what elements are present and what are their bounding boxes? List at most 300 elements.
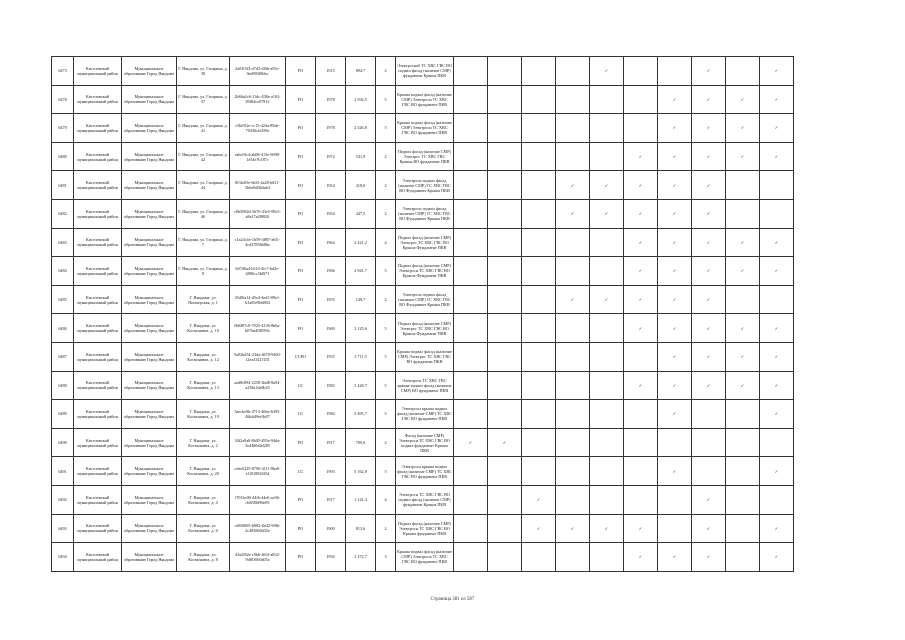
row-number: 6480 [52, 142, 74, 171]
floors-cell: 2 [376, 514, 396, 543]
fund-type-cell: FO [286, 228, 316, 257]
area-cell: 418,6 [346, 171, 376, 200]
year-cell: 1900 [316, 514, 346, 543]
check-mark-icon: ✓ [692, 485, 726, 514]
check-mark-icon: ✓ [692, 57, 726, 86]
empty-cell [522, 342, 556, 371]
works-cell: Подвал фасад (наличие СМР) Электросн ТС ХВС ГВС ВО Крыша фундамент ПКВ [396, 514, 454, 543]
empty-cell [590, 428, 624, 457]
floors-cell: 5 [376, 400, 396, 429]
year-cell: 1969 [316, 314, 346, 343]
empty-cell [488, 285, 522, 314]
check-mark-icon: ✓ [658, 142, 692, 171]
check-mark-icon: ✓ [692, 342, 726, 371]
area-cell: 894,7 [346, 57, 376, 86]
district-cell: Киселевский муниципальный район [74, 514, 122, 543]
owner-cell: Муниципальное образование Город Няндома [122, 285, 177, 314]
empty-cell [522, 371, 556, 400]
fund-type-cell: FO [286, 142, 316, 171]
table-body [52, 57, 794, 572]
check-mark-icon: ✓ [590, 514, 624, 543]
empty-cell [760, 428, 794, 457]
check-mark-icon: ✓ [658, 285, 692, 314]
table-row [52, 285, 794, 314]
area-cell: 5 495,7 [346, 400, 376, 429]
check-mark-icon: ✓ [624, 543, 658, 572]
empty-cell [454, 285, 488, 314]
check-mark-icon: ✓ [726, 114, 760, 143]
fund-type-cell: FO [286, 57, 316, 86]
empty-cell [658, 485, 692, 514]
empty-cell [454, 342, 488, 371]
floors-cell: 2 [376, 285, 396, 314]
floors-cell: 5 [376, 371, 396, 400]
check-mark-icon: ✓ [658, 114, 692, 143]
row-number: 6483 [52, 228, 74, 257]
empty-cell [556, 485, 590, 514]
works-cell: Электроснаб ТС ХВС ГВС ВО подвал фасад (наличие СМР) фундамент Крыша ПКВ [396, 57, 454, 86]
check-mark-icon: ✓ [624, 285, 658, 314]
row-number: 6487 [52, 342, 74, 371]
empty-cell [590, 342, 624, 371]
check-mark-icon: ✓ [760, 371, 794, 400]
check-mark-icon: ✓ [760, 142, 794, 171]
check-mark-icon: ✓ [760, 457, 794, 486]
district-cell: Киселевский муниципальный район [74, 114, 122, 143]
empty-cell [522, 400, 556, 429]
empty-cell [454, 543, 488, 572]
empty-cell [726, 428, 760, 457]
empty-cell [522, 171, 556, 200]
check-mark-icon: ✓ [726, 142, 760, 171]
district-cell: Киселевский муниципальный район [74, 400, 122, 429]
row-number: 6473 [52, 57, 74, 86]
table-row [52, 57, 794, 86]
owner-cell: Муниципальное образование Город Няндома [122, 114, 177, 143]
check-mark-icon: ✓ [658, 314, 692, 343]
empty-cell [454, 485, 488, 514]
check-mark-icon: ✓ [658, 342, 692, 371]
empty-cell [590, 228, 624, 257]
area-cell: 709,6 [346, 428, 376, 457]
address-cell: Г. Няндома, ул. Пионерская, д. 1 [177, 285, 230, 314]
empty-cell [590, 85, 624, 114]
works-cell: Фасад (наличие СМР) Электросн ТС ХВС ГВС ВО подвал фундамент Крыша ПКВ [396, 428, 454, 457]
empty-cell [454, 457, 488, 486]
year-cell: 1917 [316, 485, 346, 514]
area-cell: 5 428,7 [346, 371, 376, 400]
works-cell: Электросн ТС ХВС ГВС крыша подвал фасад (наличие СМР) ВО фундамент ПКВ [396, 371, 454, 400]
guid-cell: f701bc00-44fb-44e6-ac06-cb8386f96e09 [230, 485, 286, 514]
owner-cell: Муниципальное образование Город Няндома [122, 314, 177, 343]
fund-type-cell: FO [286, 314, 316, 343]
row-number: 6490 [52, 428, 74, 457]
empty-cell [726, 199, 760, 228]
empty-cell [454, 199, 488, 228]
area-cell: 447,5 [346, 199, 376, 228]
works-cell: Подвал фасад (наличие СМР) Электрос ТС ХВС ГВС Крыша ВО фундамент ПКВ [396, 142, 454, 171]
check-mark-icon: ✓ [624, 257, 658, 286]
guid-cell: aad8e894-2258-4bd8-8a94-a238a1da9b25 [230, 371, 286, 400]
check-mark-icon: ✓ [760, 543, 794, 572]
year-cell: 1955 [316, 342, 346, 371]
empty-cell [556, 85, 590, 114]
check-mark-icon: ✓ [726, 371, 760, 400]
empty-cell [454, 171, 488, 200]
owner-cell: Муниципальное образование Город Няндома [122, 485, 177, 514]
fund-type-cell: FO [286, 257, 316, 286]
check-mark-icon: ✓ [624, 199, 658, 228]
row-number: 6488 [52, 371, 74, 400]
works-cell: Электросн ТС ХВС ГВС ВО подвал фасад (наличие СМР) фундамент Крыша ПКВ [396, 485, 454, 514]
register-table [51, 56, 794, 572]
guid-cell: c0b5082d-3b76-43e5-99c5-a8a17a28802f [230, 199, 286, 228]
district-cell: Киселевский муниципальный район [74, 57, 122, 86]
table-row [52, 485, 794, 514]
empty-cell [760, 485, 794, 514]
empty-cell [488, 85, 522, 114]
empty-cell [488, 142, 522, 171]
guid-cell: 2b8da2c6-11dc-438e-a102-89f84ce07812 [230, 85, 286, 114]
empty-cell [556, 400, 590, 429]
empty-cell [726, 285, 760, 314]
district-cell: Киселевский муниципальный район [74, 85, 122, 114]
year-cell: 1978 [316, 85, 346, 114]
owner-cell: Муниципальное образование Город Няндома [122, 514, 177, 543]
district-cell: Киселевский муниципальный район [74, 371, 122, 400]
floors-cell: 2 [376, 57, 396, 86]
check-mark-icon: ✓ [692, 142, 726, 171]
floors-cell: 2 [376, 142, 396, 171]
empty-cell [488, 171, 522, 200]
area-cell: 2 272,7 [346, 543, 376, 572]
empty-cell [454, 314, 488, 343]
row-number: 6479 [52, 114, 74, 143]
empty-cell [624, 85, 658, 114]
row-number: 6485 [52, 285, 74, 314]
address-cell: Г. Няндома, ул. Космонавта, д. 4 [177, 485, 230, 514]
check-mark-icon: ✓ [624, 514, 658, 543]
empty-cell [522, 257, 556, 286]
area-cell: 3 711,5 [346, 342, 376, 371]
address-cell: Г. Няндома, ул. Гагарина, д. 37 [177, 85, 230, 114]
check-mark-icon: ✓ [590, 57, 624, 86]
fund-type-cell: СС [286, 371, 316, 400]
floors-cell: 2 [376, 199, 396, 228]
empty-cell [488, 228, 522, 257]
check-mark-icon: ✓ [658, 85, 692, 114]
owner-cell: Муниципальное образование Город Няндома [122, 543, 177, 572]
check-mark-icon: ✓ [760, 342, 794, 371]
address-cell: Г. Няндома, ул. Гагарина, д. 42 [177, 142, 230, 171]
empty-cell [488, 400, 522, 429]
row-number: 6491 [52, 457, 74, 486]
address-cell: Г. Няндома, ул. Гагарина, д. 7 [177, 228, 230, 257]
fund-type-cell: FO [286, 85, 316, 114]
floors-cell: 4 [376, 485, 396, 514]
area-cell: 2 592,5 [346, 85, 376, 114]
guid-cell: cd69f605-b882-4b42-9f8b-2c4828b0d35e [230, 514, 286, 543]
table-row [52, 171, 794, 200]
district-cell: Киселевский муниципальный район [74, 314, 122, 343]
guid-cell: eabc0fc4-ab08-413e-9098-1e54e7b187c [230, 142, 286, 171]
check-mark-icon: ✓ [760, 257, 794, 286]
empty-cell [692, 457, 726, 486]
check-mark-icon: ✓ [556, 171, 590, 200]
empty-cell [488, 514, 522, 543]
guid-cell: 2a03f5f4-d7d3-4f6b-a93c-0ad903f0bbc [230, 57, 286, 86]
address-cell: Г. Няндома, ул. Гагарина, д. 44 [177, 171, 230, 200]
table-row [52, 428, 794, 457]
empty-cell [522, 85, 556, 114]
year-cell: 1917 [316, 428, 346, 457]
empty-cell [590, 371, 624, 400]
year-cell: 1954 [316, 171, 346, 200]
empty-cell [556, 314, 590, 343]
year-cell: 1966 [316, 257, 346, 286]
floors-cell: 5 [376, 85, 396, 114]
empty-cell [658, 514, 692, 543]
owner-cell: Муниципальное образование Город Няндома [122, 457, 177, 486]
check-mark-icon: ✓ [624, 142, 658, 171]
table-row [52, 199, 794, 228]
empty-cell [624, 57, 658, 86]
address-cell: Г. Няндома, ул. Космонавта, д. 19 [177, 400, 230, 429]
empty-cell [726, 400, 760, 429]
check-mark-icon: ✓ [658, 257, 692, 286]
check-mark-icon: ✓ [692, 371, 726, 400]
works-cell: Электросн подвал фасад (наличие СМР) ТС ХВС ГВС ВО Фундамент Крыша ПКВ [396, 199, 454, 228]
table-row [52, 342, 794, 371]
empty-cell [488, 485, 522, 514]
empty-cell [522, 114, 556, 143]
empty-cell [726, 485, 760, 514]
address-cell: Г. Няндома, ул. Космонавта, д. 2 [177, 428, 230, 457]
table-row [52, 114, 794, 143]
empty-cell [590, 543, 624, 572]
owner-cell: Муниципальное образование Город Няндома [122, 371, 177, 400]
empty-cell [454, 142, 488, 171]
empty-cell [726, 171, 760, 200]
empty-cell [726, 57, 760, 86]
empty-cell [488, 342, 522, 371]
table-row [52, 543, 794, 572]
empty-cell [488, 114, 522, 143]
guid-cell: 5a92bd54-23da-4678-9460-12ea41427431 [230, 342, 286, 371]
floors-cell: 3 [376, 543, 396, 572]
row-number: 6484 [52, 257, 74, 286]
works-cell: Крыша подвал фасад (наличие СМР) Электросн ТС ХВС ГВС ВО фундамент ПКВ [396, 85, 454, 114]
address-cell: Г. Няндома, ул. Космонавта, д. 10 [177, 314, 230, 343]
check-mark-icon: ✓ [556, 199, 590, 228]
empty-cell [658, 428, 692, 457]
works-cell: Электросн крыша подвал фасад (наличие СМР) ТС ХВС ГВС ВО фундамент ПКВ [396, 457, 454, 486]
check-mark-icon: ✓ [624, 228, 658, 257]
district-cell: Киселевский муниципальный район [74, 457, 122, 486]
year-cell: 1915 [316, 57, 346, 86]
floors-cell: 5 [376, 114, 396, 143]
owner-cell: Муниципальное образование Город Няндома [122, 228, 177, 257]
check-mark-icon: ✓ [760, 400, 794, 429]
owner-cell: Муниципальное образование Город Няндома [122, 400, 177, 429]
empty-cell [624, 457, 658, 486]
works-cell: Подвал фасад (наличие СМР) Электросн ТС ХВС ГВС ВО Крыша Фундамент ПКВ [396, 257, 454, 286]
table-row [52, 85, 794, 114]
address-cell: Г. Няндома, ул. Гагарина, д. 46 [177, 199, 230, 228]
empty-cell [556, 428, 590, 457]
empty-cell [488, 199, 522, 228]
empty-cell [522, 428, 556, 457]
check-mark-icon: ✓ [624, 314, 658, 343]
empty-cell [624, 400, 658, 429]
district-cell: Киселевский муниципальный район [74, 485, 122, 514]
check-mark-icon: ✓ [692, 314, 726, 343]
address-cell: Г. Няндома, ул. Космонавта, д. 6 [177, 514, 230, 543]
table-row [52, 314, 794, 343]
row-number: 6489 [52, 400, 74, 429]
address-cell: Г. Няндома, ул. Космонавта, д. 8 [177, 543, 230, 572]
empty-cell [658, 57, 692, 86]
empty-cell [522, 314, 556, 343]
district-cell: Киселевский муниципальный район [74, 142, 122, 171]
empty-cell [522, 285, 556, 314]
fund-type-cell: FO [286, 114, 316, 143]
empty-cell [522, 57, 556, 86]
floors-cell: 2 [376, 428, 396, 457]
works-cell: Подвал фасад (наличие СМР) Электрос ТС ХВС ГВС ВО Крыша Фундамент ПКВ [396, 228, 454, 257]
check-mark-icon: ✓ [658, 228, 692, 257]
works-cell: Крыша подвал фасад (наличие СМР) Электросн ТС ХВС ГВС ВО фундамент ПКВ [396, 543, 454, 572]
fund-type-cell: PO [286, 428, 316, 457]
check-mark-icon: ✓ [658, 543, 692, 572]
guid-cell: 3aecbe0b-4713-46be-b395-46b4d9ee3b07 [230, 400, 286, 429]
empty-cell [522, 199, 556, 228]
check-mark-icon: ✓ [726, 228, 760, 257]
year-cell: 1955 [316, 285, 346, 314]
empty-cell [726, 514, 760, 543]
area-cell: 2 526,8 [346, 114, 376, 143]
year-cell: 1993 [316, 457, 346, 486]
empty-cell [590, 257, 624, 286]
floors-cell: 5 [376, 257, 396, 286]
empty-cell [624, 342, 658, 371]
empty-cell [556, 543, 590, 572]
empty-cell [488, 457, 522, 486]
empty-cell [692, 400, 726, 429]
guid-cell: 35d0fa14-d5e4-4ed3-89e1-b3a65e9bb804 [230, 285, 286, 314]
check-mark-icon: ✓ [522, 514, 556, 543]
check-mark-icon: ✓ [726, 85, 760, 114]
check-mark-icon: ✓ [692, 514, 726, 543]
empty-cell [454, 400, 488, 429]
row-number: 6481 [52, 171, 74, 200]
address-cell: Г. Няндома, ул. Космонавта, д. 13 [177, 371, 230, 400]
empty-cell [522, 228, 556, 257]
floors-cell: 5 [376, 342, 396, 371]
check-mark-icon: ✓ [692, 85, 726, 114]
address-cell: Г. Няндома, ул. Гагарина, д. 8 [177, 257, 230, 286]
check-mark-icon: ✓ [726, 314, 760, 343]
fund-type-cell: СС [286, 457, 316, 486]
area-cell: 541,9 [346, 142, 376, 171]
empty-cell [556, 57, 590, 86]
area-cell: 2 421,2 [346, 228, 376, 257]
works-cell: Крыша подвал фасад (наличие СМР) Электросн ТС ХВС ГВС ВО фундамент ПКВ [396, 114, 454, 143]
check-mark-icon: ✓ [760, 314, 794, 343]
works-cell: Электросн крыша подвал фасад (наличие СМР) ТС ХВС ГВС ВО фундамент ПКВ [396, 400, 454, 429]
row-number: 6493 [52, 514, 74, 543]
empty-cell [726, 543, 760, 572]
fund-type-cell: FO [286, 171, 316, 200]
address-cell: Г. Няндома, ул. Гагарина, д. 38 [177, 57, 230, 86]
check-mark-icon: ✓ [692, 257, 726, 286]
year-cell: 1983 [316, 371, 346, 400]
owner-cell: Муниципальное образование Город Няндома [122, 428, 177, 457]
row-number: 6494 [52, 543, 74, 572]
page-footer: Страница 381 из 587 [430, 597, 475, 602]
owner-cell: Муниципальное образование Город Няндома [122, 142, 177, 171]
row-number: 6486 [52, 314, 74, 343]
area-cell: 2 941,7 [346, 257, 376, 286]
empty-cell [624, 114, 658, 143]
address-cell: Г. Няндома, ул. Космонавта, д. 20 [177, 457, 230, 486]
check-mark-icon: ✓ [658, 199, 692, 228]
check-mark-icon: ✓ [692, 199, 726, 228]
empty-cell [454, 371, 488, 400]
area-cell: 2 125,6 [346, 314, 376, 343]
empty-cell [760, 199, 794, 228]
empty-cell [556, 371, 590, 400]
empty-cell [590, 400, 624, 429]
fund-type-cell: СС [286, 400, 316, 429]
fund-type-cell: ССРО [286, 342, 316, 371]
check-mark-icon: ✓ [726, 257, 760, 286]
district-cell: Киселевский муниципальный район [74, 428, 122, 457]
empty-cell [556, 228, 590, 257]
fund-type-cell: FO [286, 199, 316, 228]
check-mark-icon: ✓ [488, 428, 522, 457]
guid-cell: c5bf01fe-cc15-424a-89de-70436cfe458e [230, 114, 286, 143]
district-cell: Киселевский муниципальный район [74, 257, 122, 286]
check-mark-icon: ✓ [760, 514, 794, 543]
year-cell: 1984 [316, 400, 346, 429]
year-cell: 1972 [316, 142, 346, 171]
check-mark-icon: ✓ [760, 57, 794, 86]
guid-cell: ceba5229-8796-4111-8ba0-e10f18826f5d [230, 457, 286, 486]
floors-cell: 4 [376, 228, 396, 257]
owner-cell: Муниципальное образование Город Няндома [122, 171, 177, 200]
district-cell: Киселевский муниципальный район [74, 199, 122, 228]
check-mark-icon: ✓ [624, 371, 658, 400]
check-mark-icon: ✓ [760, 114, 794, 143]
floors-cell: 2 [376, 171, 396, 200]
district-cell: Киселевский муниципальный район [74, 285, 122, 314]
check-mark-icon: ✓ [658, 400, 692, 429]
table-row [52, 228, 794, 257]
owner-cell: Муниципальное образование Город Няндома [122, 342, 177, 371]
area-cell: 813,6 [346, 514, 376, 543]
empty-cell [488, 314, 522, 343]
empty-cell [726, 457, 760, 486]
table-row [52, 257, 794, 286]
table-row [52, 371, 794, 400]
works-cell: Электросн подвал фасад (наличие СМР) ТС ХВС ГВС ВО Фундамент Крыша ПКВ [396, 171, 454, 200]
check-mark-icon: ✓ [692, 114, 726, 143]
guid-cell: 34f2a9a0-8b05-495a-94da-3e4460d4d285 [230, 428, 286, 457]
empty-cell [760, 285, 794, 314]
row-number: 6492 [52, 485, 74, 514]
empty-cell [488, 543, 522, 572]
